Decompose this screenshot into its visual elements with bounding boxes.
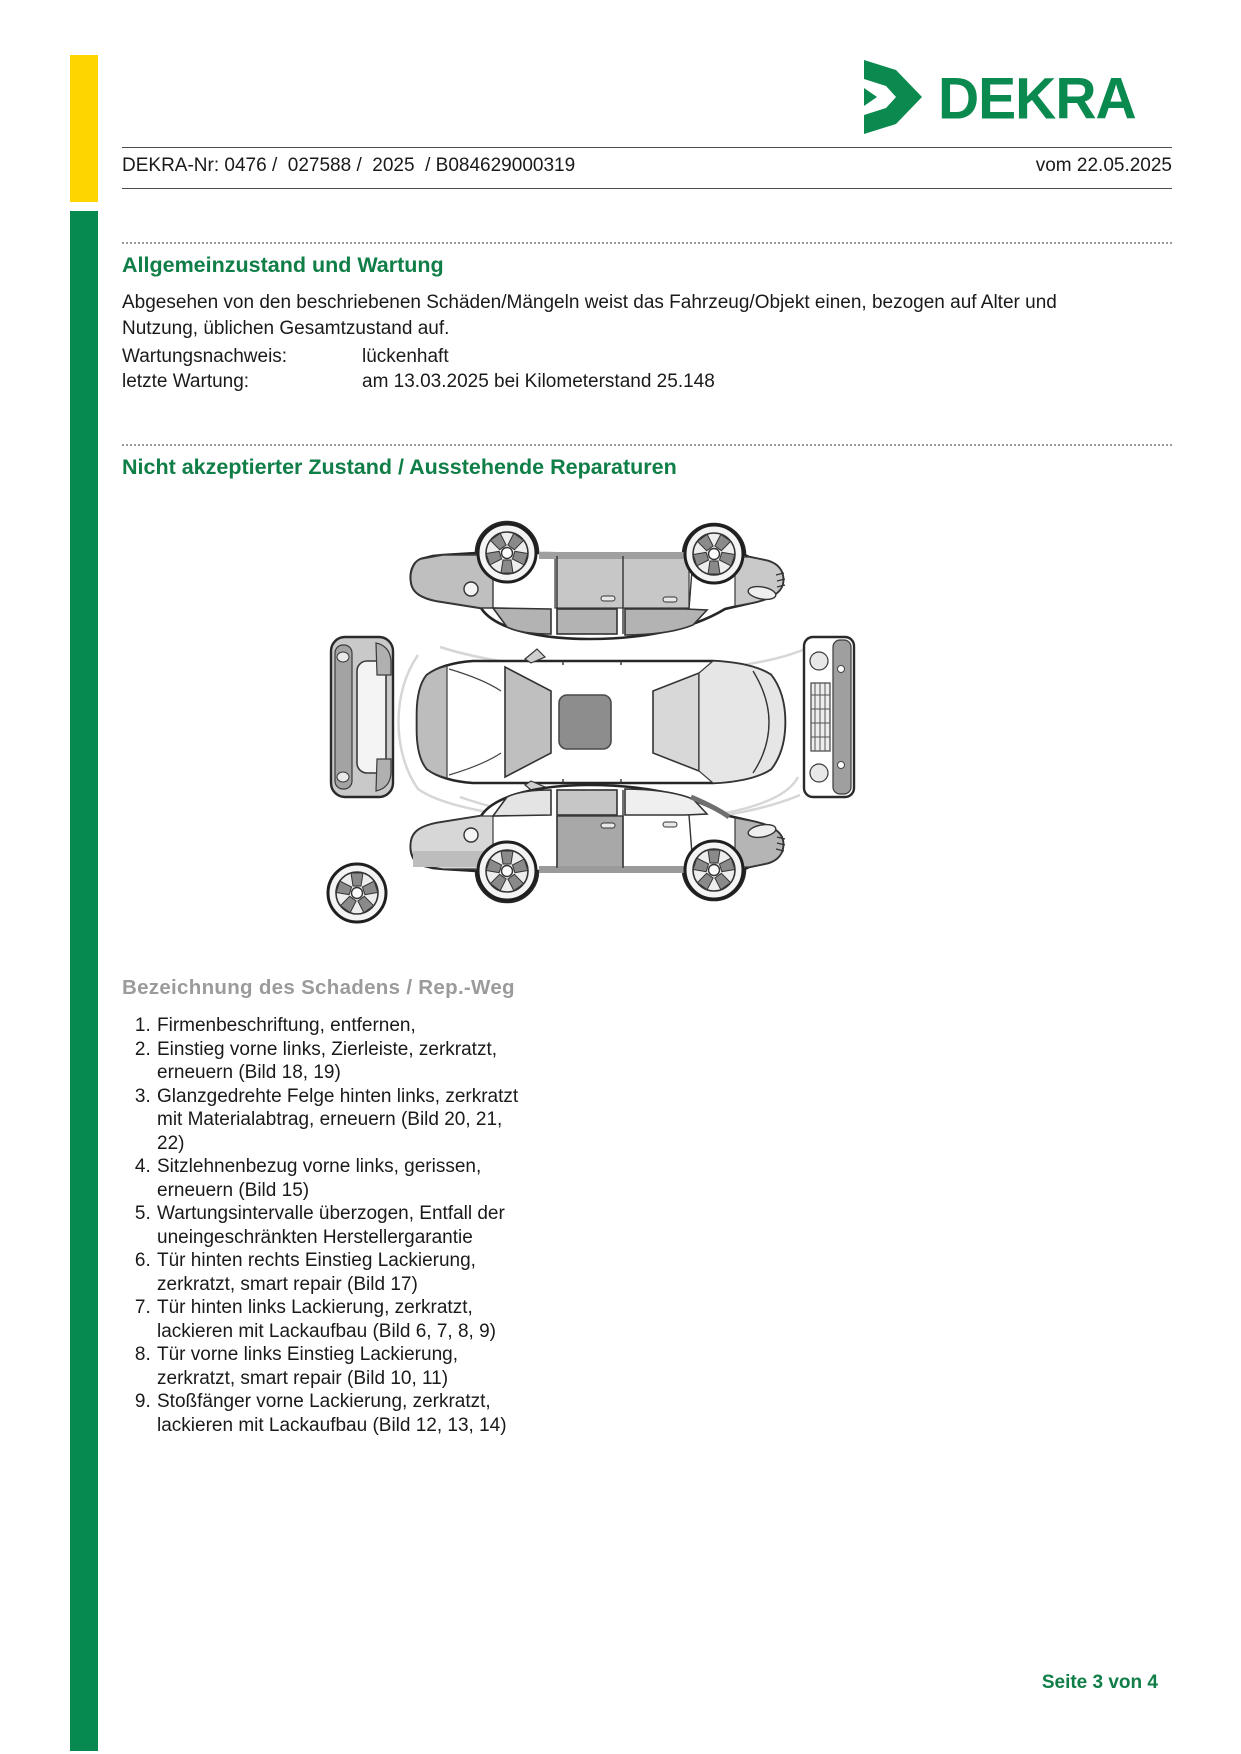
dotted-separator-1 <box>122 242 1172 244</box>
dekra-logo <box>862 58 1136 141</box>
header-rule-bottom <box>122 188 1172 189</box>
damage-item-1: 1. Firmenbeschriftung, entfernen, <box>156 1014 527 1038</box>
dekra-arrow-icon <box>862 58 924 141</box>
car-damage-diagram <box>300 497 870 927</box>
report-date: vom 22.05.2025 <box>1035 155 1172 176</box>
table-row <box>122 344 715 369</box>
damaged-wheel-detail <box>328 864 386 922</box>
maintenance-proof-label: Wartungsnachweis: <box>122 346 288 367</box>
rear-bumper-view <box>804 637 854 797</box>
header-row <box>122 155 1172 177</box>
maintenance-proof-value: lückenhaft <box>362 346 449 367</box>
damage-item-5: 5. Wartungsintervalle überzogen, Entfall der uneingeschränkten Herstellergarantie <box>156 1202 527 1249</box>
table-row <box>122 369 715 394</box>
dekra-logo-text: DEKRA <box>938 66 1136 132</box>
front-view <box>331 637 393 797</box>
section-title-repairs: Nicht akzeptierter Zustand / Ausstehende Reparaturen <box>122 455 677 479</box>
last-maintenance-label: letzte Wartung: <box>122 371 250 392</box>
condition-paragraph: Abgesehen von den beschriebenen Schäden/Mängeln weist das Fahrzeug/Objekt einen, bezogen auf Alter und Nutzung, üblichen Gesamtzustand auf. <box>122 292 1057 339</box>
dotted-separator-2 <box>122 444 1172 446</box>
damage-item-2: 2. Einstieg vorne links, Zierleiste, zerkratzt, erneuern (Bild 18, 19) <box>156 1038 527 1085</box>
top-view <box>417 649 785 795</box>
page-number: Seite 3 von 4 <box>1041 1672 1158 1693</box>
dekra-number: DEKRA-Nr: 0476 / 027588 / 2025 / B084629000319 <box>122 155 576 176</box>
car-damage-diagram-svg <box>300 497 870 927</box>
margin-bar-green <box>70 211 98 1751</box>
damage-item-7: 7. Tür hinten links Lackierung, zerkratzt, lackieren mit Lackaufbau (Bild 6, 7, 8, 9) <box>156 1296 527 1343</box>
damage-list <box>128 1014 527 1437</box>
damage-item-9: 9. Stoßfänger vorne Lackierung, zerkratzt, lackieren mit Lackaufbau (Bild 12, 13, 14) <box>156 1390 527 1437</box>
margin-bar-yellow <box>70 55 98 202</box>
header-rule-top <box>122 147 1172 148</box>
damage-item-6: 6. Tür hinten rechts Einstieg Lackierung, zerkratzt, smart repair (Bild 17) <box>156 1249 527 1296</box>
damage-item-3: 3. Glanzgedrehte Felge hinten links, zerkratzt mit Materialabtrag, erneuern (Bild 20, 21, 22) <box>156 1085 527 1156</box>
side-view-right-flipped <box>411 522 785 639</box>
side-view-left <box>411 785 785 902</box>
damage-item-4: 4. Sitzlehnenbezug vorne links, gerissen, erneuern (Bild 15) <box>156 1155 527 1202</box>
last-maintenance-value: am 13.03.2025 bei Kilometerstand 25.148 <box>362 371 715 392</box>
section-title-condition: Allgemeinzustand und Wartung <box>122 253 444 277</box>
damage-list-heading: Bezeichnung des Schadens / Rep.-Weg <box>122 976 515 999</box>
maintenance-table <box>122 344 715 394</box>
damage-item-8: 8. Tür vorne links Einstieg Lackierung, zerkratzt, smart repair (Bild 10, 11) <box>156 1343 527 1390</box>
